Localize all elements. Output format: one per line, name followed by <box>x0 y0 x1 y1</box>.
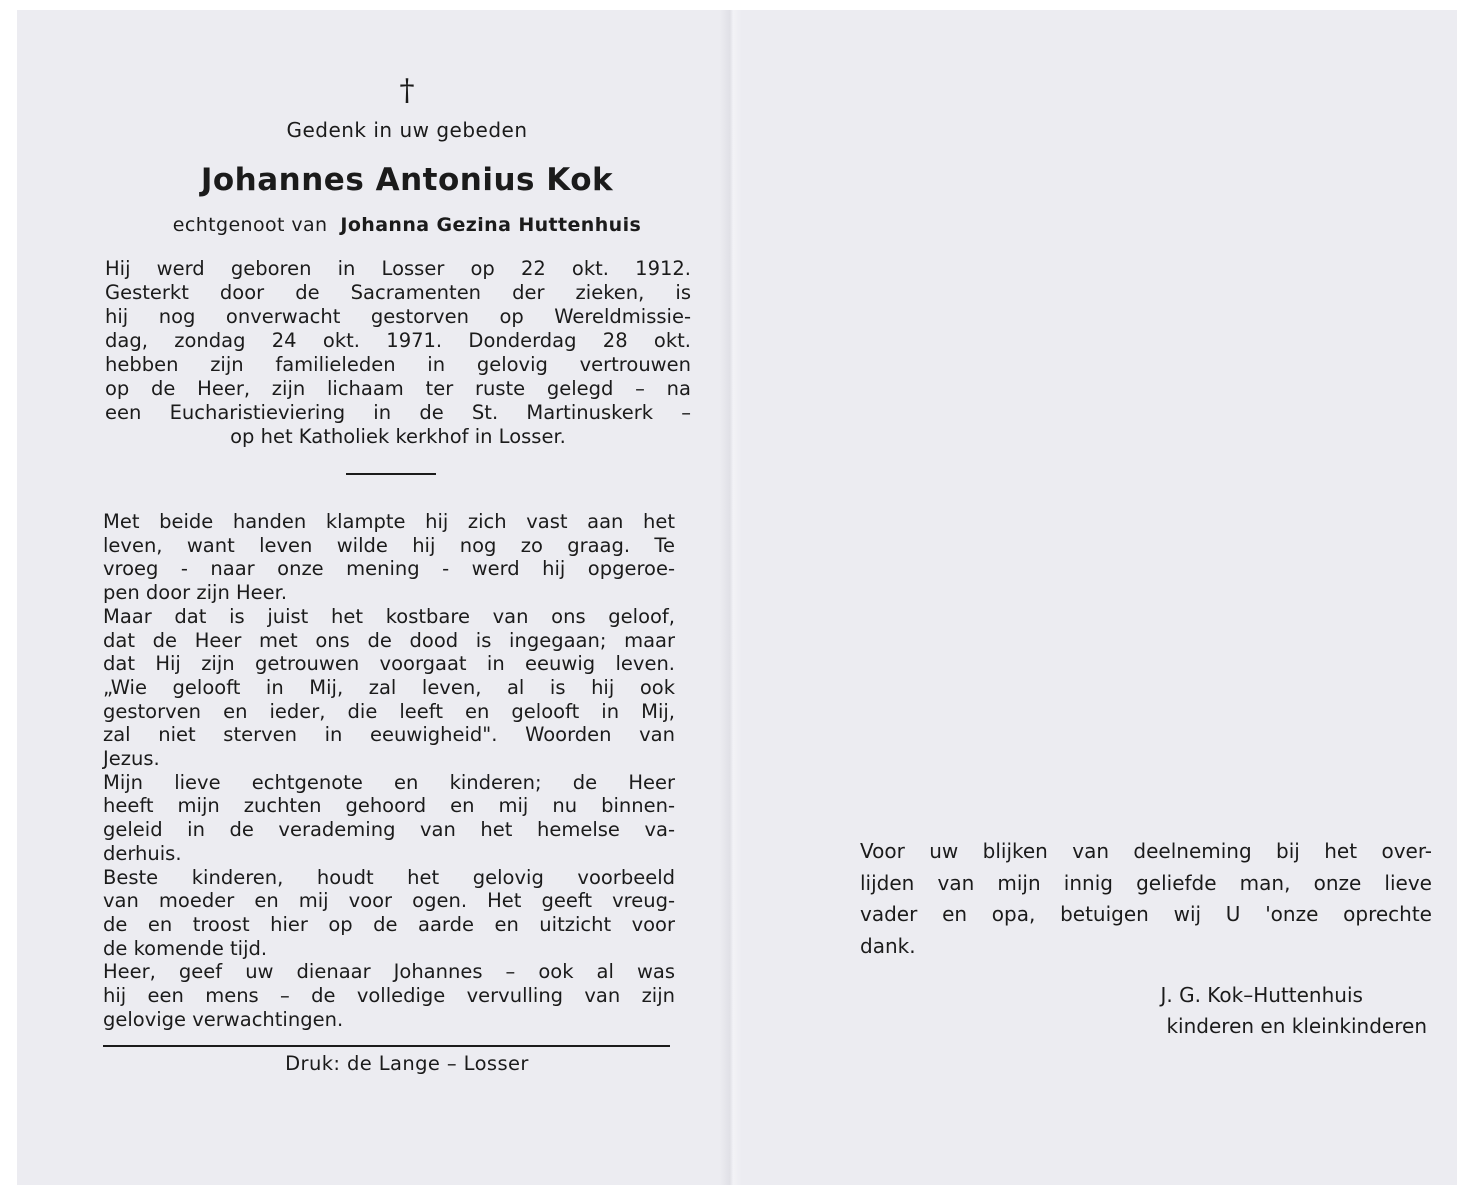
bio-line: op de Heer, zijn lichaam ter ruste gelegd – na <box>105 377 691 400</box>
signature-name: J. G. Kok–Huttenhuis <box>1160 983 1363 1007</box>
left-page <box>17 10 720 1185</box>
meditation-line: van moeder en mij voor ogen. Het geeft vreug- <box>103 889 675 913</box>
meditation-line: Heer, geef uw dienaar Johannes – ook al was <box>103 960 675 984</box>
meditation-line: hij een mens – de volledige vervulling van zijn <box>103 984 675 1008</box>
meditation-text <box>103 510 675 1031</box>
meditation-line: derhuis. <box>103 841 182 865</box>
meditation-line: Mijn lieve echtgenote en kinderen; de Heer <box>103 770 675 794</box>
cross-icon: † <box>399 73 415 108</box>
intro-text: Gedenk in uw gebeden <box>286 118 528 142</box>
meditation-line: Maar dat is juist het kostbare van ons geloof, <box>103 604 675 628</box>
bio-line: hij nog onverwacht gestorven op Wereldmissie- <box>105 305 691 328</box>
memorial-card <box>17 10 1457 1185</box>
meditation-line: zal niet sterven in eeuwigheid". Woorden van <box>103 723 675 747</box>
signature-family: kinderen en kleinkinderen <box>1166 1014 1427 1038</box>
thanks-line: lijden van mijn innig geliefde man, onze lieve <box>860 870 1432 895</box>
meditation-line: „Wie gelooft in Mij, zal leven, al is hij ook <box>103 675 675 699</box>
meditation-line: dat de Heer met ons de dood is ingegaan; maar <box>103 628 675 652</box>
spouse-name: Johanna Gezina Huttenhuis <box>340 214 642 236</box>
bio-line: op het Katholiek kerkhof in Losser. <box>230 425 566 448</box>
spouse-prefix: echtgenoot van <box>172 214 328 236</box>
thanks-text <box>860 836 1432 962</box>
meditation-line: geleid in de verademing van het hemelse va- <box>103 818 675 842</box>
meditation-line: heeft mijn zuchten gehoord en mij nu binnen- <box>103 794 675 818</box>
meditation-line: de komende tijd. <box>103 936 268 960</box>
spouse-line <box>17 214 797 236</box>
bio-line: dag, zondag 24 okt. 1971. Donderdag 28 okt. <box>105 329 691 352</box>
meditation-line: de en troost hier op de aarde en uitzicht voor <box>103 912 675 936</box>
divider <box>103 1045 670 1047</box>
thanks-line: dank. <box>860 933 916 958</box>
right-page <box>742 10 1457 1185</box>
meditation-line: Jezus. <box>103 747 160 771</box>
thanks-line: Voor uw blijken van deelneming bij het over- <box>860 839 1432 863</box>
meditation-line: gelovige verwachtingen. <box>103 1007 344 1031</box>
printer-credit: Druk: de Lange – Losser <box>285 1052 529 1075</box>
meditation-line: gestorven en ieder, die leeft en gelooft in Mij, <box>103 699 675 723</box>
meditation-line: dat Hij zijn getrouwen voorgaat in eeuwig leven. <box>103 652 675 676</box>
meditation-line: Beste kinderen, houdt het gelovig voorbeeld <box>103 865 675 889</box>
meditation-line: pen door zijn Heer. <box>103 581 288 605</box>
meditation-line: leven, want leven wilde hij nog zo graag. Te <box>103 533 675 557</box>
deceased-name: Johannes Antonius Kok <box>200 162 614 198</box>
meditation-line: vroeg - naar onze mening - werd hij opgeroe- <box>103 557 675 581</box>
thanks-line: vader en opa, betuigen wij U 'onze oprechte <box>860 902 1432 926</box>
signature-block <box>1160 980 1427 1042</box>
divider <box>346 473 436 475</box>
bio-line: een Eucharistieviering in de St. Martinuskerk – <box>105 401 691 424</box>
bio-line: Hij werd geboren in Losser op 22 okt. 1912. <box>105 257 691 280</box>
bio-line: Gesterkt door de Sacramenten der zieken, is <box>105 281 691 304</box>
meditation-line: Met beide handen klampte hij zich vast aan het <box>103 510 675 533</box>
bio-line: hebben zijn familieleden in gelovig vertrouwen <box>105 353 691 376</box>
biography <box>105 257 691 449</box>
